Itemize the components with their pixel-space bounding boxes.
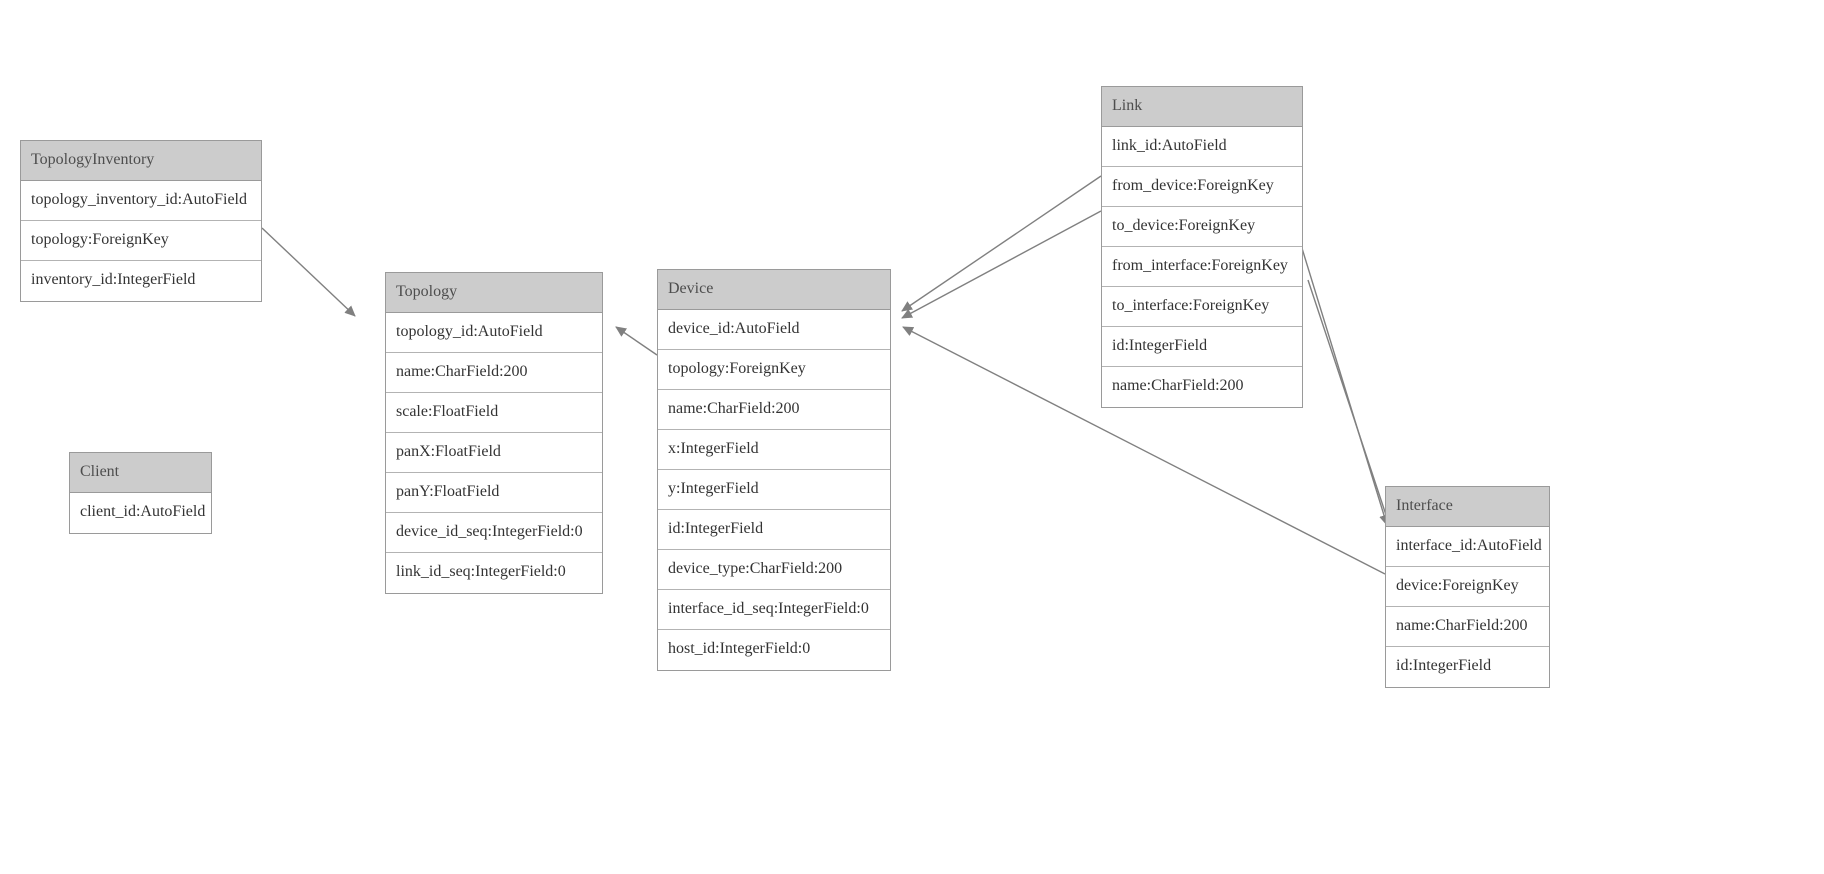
edge-link-to-interface <box>1308 280 1390 527</box>
entity-field: device:ForeignKey <box>1386 567 1549 607</box>
entity-topology-inventory[interactable] <box>20 140 262 302</box>
entity-topology[interactable] <box>385 272 603 594</box>
entity-field: link_id:AutoField <box>1102 127 1302 167</box>
entity-field: host_id:IntegerField:0 <box>668 640 811 657</box>
entity-device[interactable] <box>657 269 891 671</box>
edge-device-topology <box>616 327 657 355</box>
entity-field: id:IntegerField <box>658 510 890 550</box>
entity-title: Client <box>70 453 211 493</box>
entity-field: device_id:AutoField <box>658 310 890 350</box>
entity-title: Interface <box>1386 487 1549 527</box>
entity-field: device_type:CharField:200 <box>658 550 890 590</box>
entity-field: client_id:AutoField <box>80 503 206 520</box>
entity-title: TopologyInventory <box>21 141 261 181</box>
entity-field: x:IntegerField <box>658 430 890 470</box>
entity-title: Device <box>658 270 890 310</box>
entity-field: panY:FloatField <box>386 473 602 513</box>
entity-field: from_interface:ForeignKey <box>1102 247 1302 287</box>
entity-field: id:IntegerField <box>1102 327 1302 367</box>
entity-field: name:CharField:200 <box>1112 377 1244 394</box>
entity-field: topology:ForeignKey <box>658 350 890 390</box>
entity-field: interface_id_seq:IntegerField:0 <box>658 590 890 630</box>
entity-field: from_device:ForeignKey <box>1102 167 1302 207</box>
entity-field: inventory_id:IntegerField <box>31 271 196 288</box>
entity-link[interactable] <box>1101 86 1303 408</box>
entity-field: link_id_seq:IntegerField:0 <box>396 563 566 580</box>
entity-title: Topology <box>386 273 602 313</box>
entity-field: to_interface:ForeignKey <box>1102 287 1302 327</box>
entity-field: panX:FloatField <box>386 433 602 473</box>
entity-title: Link <box>1102 87 1302 127</box>
entity-field: name:CharField:200 <box>386 353 602 393</box>
entity-field: interface_id:AutoField <box>1386 527 1549 567</box>
edge-link-from-interface <box>1301 245 1387 525</box>
entity-field: id:IntegerField <box>1396 657 1492 674</box>
edge-link-to-device <box>902 211 1101 318</box>
entity-client[interactable] <box>69 452 212 534</box>
entity-field: topology_id:AutoField <box>386 313 602 353</box>
edge-topologyinventory-topology <box>262 228 355 316</box>
edge-link-from-device <box>902 176 1101 311</box>
entity-interface[interactable] <box>1385 486 1550 688</box>
entity-field: scale:FloatField <box>386 393 602 433</box>
entity-field: device_id_seq:IntegerField:0 <box>386 513 602 553</box>
entity-field: topology:ForeignKey <box>21 221 261 261</box>
entity-field: name:CharField:200 <box>1386 607 1549 647</box>
entity-field: name:CharField:200 <box>658 390 890 430</box>
entity-field: y:IntegerField <box>658 470 890 510</box>
entity-field: topology_inventory_id:AutoField <box>21 181 261 221</box>
entity-field: to_device:ForeignKey <box>1102 207 1302 247</box>
